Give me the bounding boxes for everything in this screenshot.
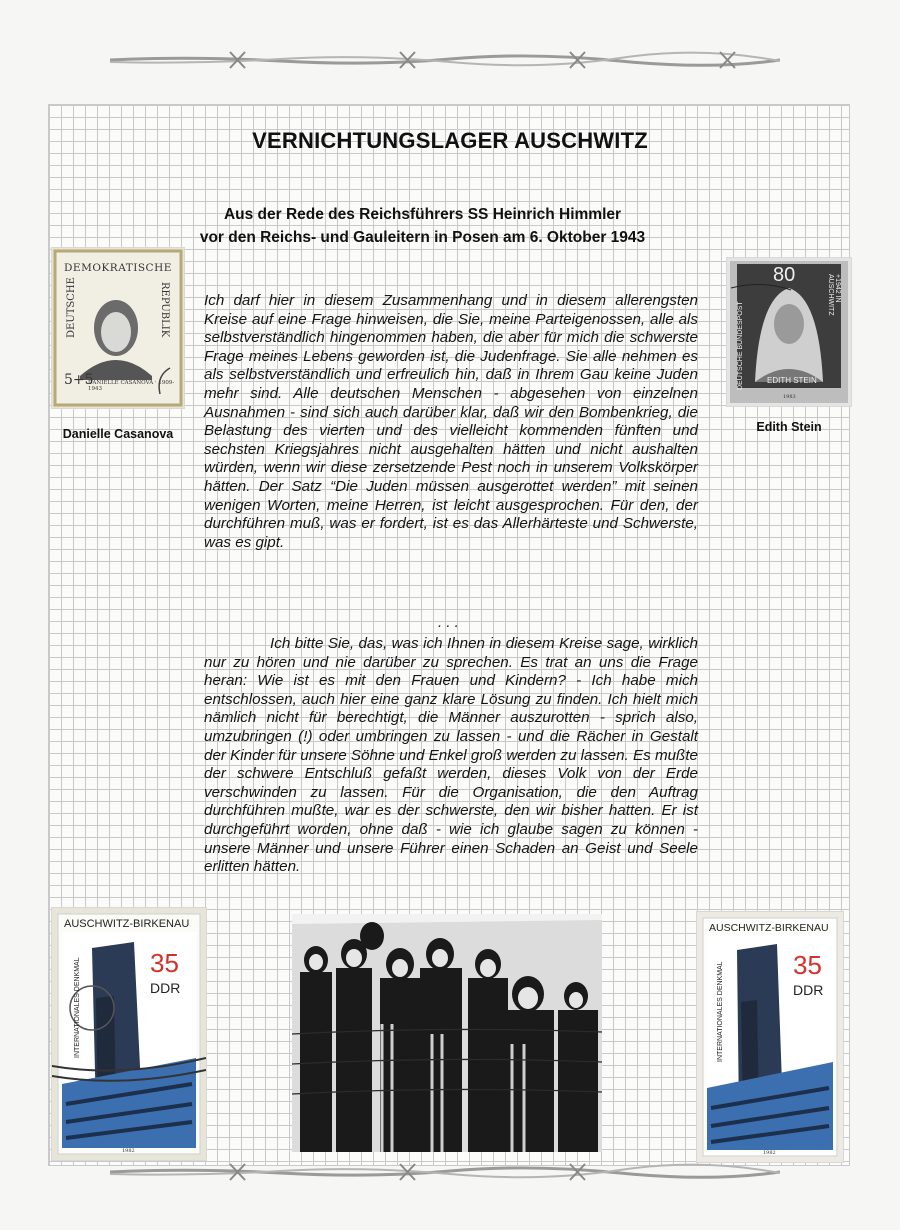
stein-right-text: +1942 IN AUSCHWITZ bbox=[827, 274, 841, 316]
page-title: VERNICHTUNGSLAGER AUSCHWITZ bbox=[252, 128, 648, 153]
birkenau-left-year: 1982 bbox=[122, 1148, 135, 1154]
stein-name-line: EDITH STEIN bbox=[767, 376, 817, 385]
historic-photo-children bbox=[292, 914, 602, 1152]
birkenau-left-side-text: INTERNATIONALES DENKMAL bbox=[74, 957, 81, 1058]
speech-paragraph-2: Ich bitte Sie, das, was ich Ihnen in diesem Kreise sage, wirklich nur zu hören und nie darüber zu sprechen. Es trat an uns die Frage heran: Wie ist es mit den Frauen und Kindern? - Ich habe mich entschlossen, auch hier eine ganz klare Lösung zu finden. Ich hielt mich nämlich nicht für berechtigt, die Männer auszurotten - sprich also, umzubringen (!) oder umbringen zu lassen - und die Rächer in Gestalt der Kinder für unsere Söhne und Enkel groß werden zu lassen. Es mußte der schwere Entschluß gefaßt werden, dieses Volk von der Erde verschwinden zu lassen. Für die Organisation, die den Auftrag durchführen mußte, war es der schwerste, den wir bisher hatten. Er ist durchgeführt worden, ohne daß - wie ich glaube sagen zu können - unsere Männer und unsere Führer einen Schaden an Geist und Seele erlitten hätten. bbox=[204, 635, 698, 876]
birkenau-right-year: 1982 bbox=[763, 1150, 776, 1156]
birkenau-right-header: AUSCHWITZ-BIRKENAU bbox=[709, 922, 829, 934]
birkenau-right-value: 35 bbox=[793, 950, 822, 980]
barbed-wire-top-icon bbox=[110, 48, 780, 72]
caption-edith-stein: Edith Stein bbox=[756, 420, 822, 434]
caption-danielle-casanova: Danielle Casanova bbox=[62, 427, 174, 441]
casanova-top-text: DEMOKRATISCHE bbox=[64, 262, 172, 274]
stamp-auschwitz-birkenau-right bbox=[697, 912, 843, 1162]
barbed-wire-bottom-icon bbox=[110, 1160, 780, 1184]
stamp-auschwitz-birkenau-left bbox=[52, 908, 206, 1160]
birkenau-left-header: AUSCHWITZ-BIRKENAU bbox=[64, 918, 190, 930]
casanova-right-text: REPUBLIK bbox=[159, 282, 170, 338]
speech-paragraph-1: Ich darf hier in diesem Zusammenhang und in diesem allerengsten Kreise auf eine Frage hinweisen, die Sie, meine Parteigenossen, alle als selbstverständlich hingenommen haben, die aber für mich die schwerste Frage meines Lebens geworden ist, die Judenfrage. Sie alle nehmen es als selbstverständlich und erfreulich hin, daß in Ihrem Gau keine Juden mehr sind. Alle deutschen Menschen - abgesehen von einzelnen Ausnahmen - sind sich auch darüber klar, daß wir den Bombenkrieg, die Belastung des vierten und des vielleicht kommenden fünften und sechsten Kriegsjahres nicht ausgehalten hätten und nicht aushalten würden, wenn wir diese zersetzende Pest noch in unserem Volkskörper hätten. Der Satz “Die Juden müssen ausgerottet werden” mit seinen wenigen Worten, meine Herren, ist leicht ausgesprochen. Für den, der durchführen muß, was er fordert, ist es das Allerhärteste und Schwerste, was es gipt. bbox=[204, 292, 698, 551]
page-subtitle bbox=[0, 203, 845, 249]
birkenau-right-side-text: INTERNATIONALES DENKMAL bbox=[717, 961, 724, 1062]
stamp-danielle-casanova bbox=[52, 248, 184, 408]
subtitle-line-1: Aus der Rede des Reichsführers SS Heinrich Himmler bbox=[223, 206, 622, 223]
stein-value: 80 bbox=[773, 264, 796, 286]
stein-left-text: DEUTSCHE BUNDESPOST bbox=[737, 301, 744, 390]
speech-ellipsis: . . . bbox=[438, 614, 459, 631]
subtitle-line-2: vor den Reichs- und Gauleitern in Posen am 6. Oktober 1943 bbox=[199, 229, 646, 246]
casanova-name-line: DANIELLE CASANOVA · 1909-1943 bbox=[88, 380, 175, 392]
casanova-value: 5+5 bbox=[64, 372, 94, 388]
children-behind-barbed-wire-icon bbox=[292, 914, 602, 1152]
birkenau-right-country: DDR bbox=[793, 982, 824, 998]
casanova-left-text: DEUTSCHE bbox=[66, 277, 77, 338]
stein-year: 1983 bbox=[783, 394, 796, 400]
stamp-edith-stein bbox=[727, 258, 851, 406]
birkenau-left-value: 35 bbox=[150, 948, 179, 978]
birkenau-left-country: DDR bbox=[150, 980, 181, 996]
